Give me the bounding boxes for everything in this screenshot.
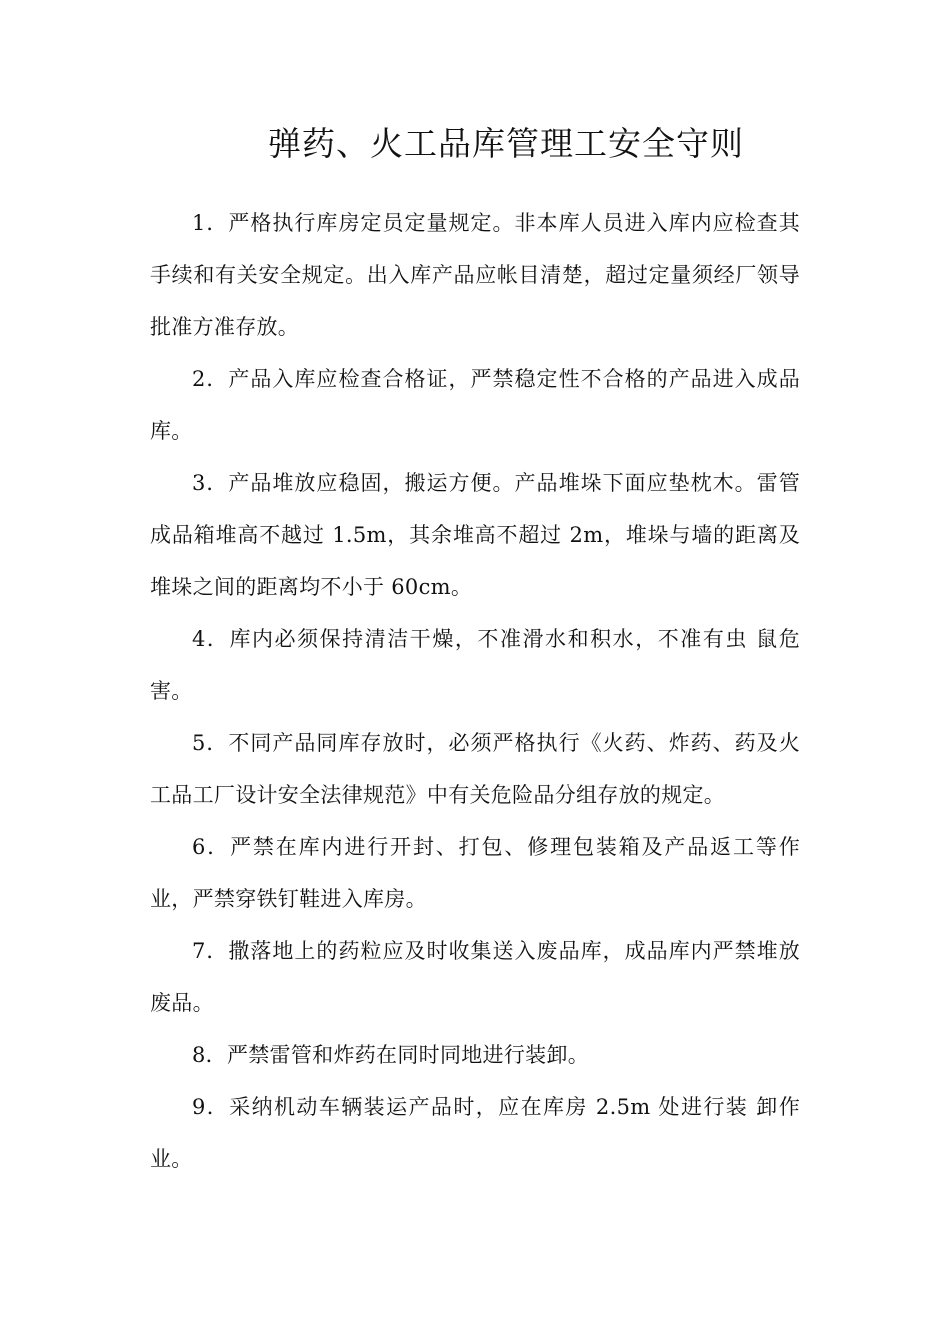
- rule-paragraph-9: 9．采纳机动车辆装运产品时，应在库房 2.5m 处进行装 卸作业。: [150, 1095, 800, 1171]
- rule-paragraph-7: 7．撒落地上的药粒应及时收集送入废品库，成品库内严禁堆放废品。: [150, 939, 800, 1015]
- rule-paragraph-4: 4．库内必须保持清洁干燥，不准滑水和积水，不准有虫 鼠危害。: [150, 627, 800, 703]
- document-body: [150, 197, 800, 1185]
- rule-paragraph-8: 8．严禁雷管和炸药在同时同地进行装卸。: [192, 1043, 590, 1067]
- rule-paragraph-3: 3．产品堆放应稳固，搬运方便。产品堆垛下面应垫枕木。雷管成品箱堆高不越过 1.5m，其余堆高不超过 2m，堆垛与墙的距离及堆垛之间的距离均不小于 60cm。: [150, 471, 800, 599]
- rule-paragraph-5: 5．不同产品同库存放时，必须严格执行《火药、炸药、药及火工品工厂设计安全法律规范》中有关危险品分组存放的规定。: [150, 731, 800, 807]
- document-title: 弹药、火工品库管理工安全守则: [268, 124, 744, 163]
- rule-paragraph-1: 1．严格执行库房定员定量规定。非本库人员进入库内应检查其手续和有关安全规定。出入库产品应帐目清楚，超过定量须经厂领导批准方准存放。: [150, 211, 800, 339]
- rule-paragraph-2: 2．产品入库应检查合格证，严禁稳定性不合格的产品进入成品库。: [150, 367, 800, 443]
- rule-paragraph-6: 6．严禁在库内进行开封、打包、修理包装箱及产品返工等作业，严禁穿铁钉鞋进入库房。: [150, 835, 800, 911]
